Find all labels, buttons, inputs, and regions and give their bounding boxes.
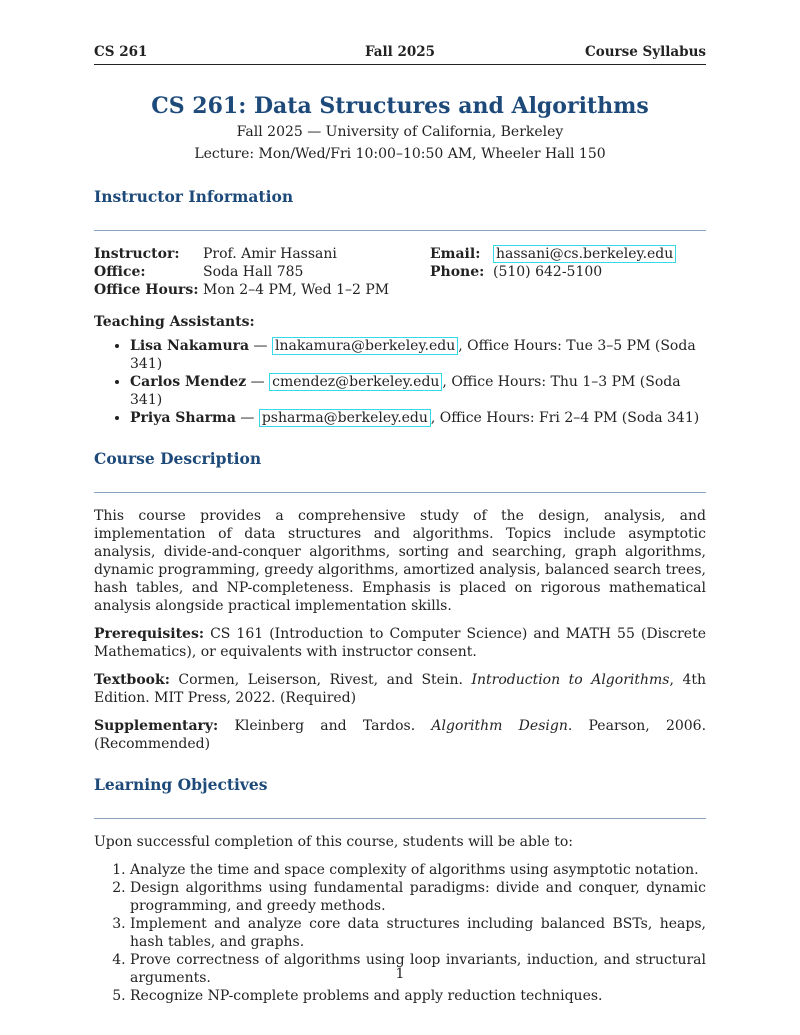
textbook-title: Introduction to Algorithms [471, 672, 670, 688]
section-divider [94, 492, 706, 493]
lecture-schedule: Lecture: Mon/Wed/Fri 10:00–10:50 AM, Wheeler Hall 150 [194, 146, 606, 162]
ta-heading: Teaching Assistants: [94, 314, 255, 330]
prerequisites-label: Prerequisites: [94, 626, 205, 642]
phone-label: Phone: [430, 264, 485, 280]
page-number: 1 [395, 966, 405, 982]
ta-email-link[interactable]: lnakamura@berkeley.edu [272, 337, 458, 355]
contact-values [493, 245, 676, 281]
office-location: Soda Hall 785 [203, 264, 304, 280]
textbook-label: Textbook: [94, 672, 170, 688]
instructor-email-link[interactable]: hassani@cs.berkeley.edu [493, 245, 676, 263]
term-institution: Fall 2025 — University of California, Berkeley [236, 124, 564, 140]
ta-name: Priya Sharma [130, 410, 236, 426]
header-course-code: CS 261 [94, 44, 148, 60]
prerequisites-paragraph [94, 625, 706, 661]
ta-separator: — [235, 410, 259, 426]
textbook-details: , 4th Edition. MIT Press, 2022. (Required) [94, 672, 707, 706]
header-term: Fall 2025 [364, 44, 436, 60]
supplementary-title: Algorithm Design [431, 718, 568, 734]
ta-name: Lisa Nakamura [130, 338, 250, 354]
list-item: 1. Analyze the time and space complexity of algorithms using asymptotic notation. [130, 861, 706, 879]
instructor-labels [94, 245, 198, 299]
list-item [130, 409, 706, 427]
office-hours-value: Mon 2–4 PM, Wed 1–2 PM [203, 282, 390, 298]
instructor-phone: (510) 642-5100 [493, 264, 603, 280]
textbook-paragraph [94, 671, 706, 707]
list-item [130, 337, 706, 373]
instructor-info-grid [94, 245, 706, 301]
section-heading-objectives: Learning Objectives [94, 775, 268, 794]
supplementary-details: . Pearson, 2006. (Recommended) [94, 718, 707, 752]
syllabus-page [94, 44, 706, 1005]
supplementary-paragraph [94, 717, 706, 753]
objectives-list [94, 861, 706, 1005]
ta-name: Carlos Mendez [130, 374, 247, 390]
list-item: 4. Prove correctness of algorithms using loop invariants, induction, and structural arguments. [130, 951, 706, 987]
ta-separator: — [246, 374, 270, 390]
header-doc-type: Course Syllabus [584, 44, 706, 60]
contact-labels [430, 245, 484, 281]
section-heading-description: Course Description [94, 449, 262, 468]
office-label: Office: [94, 264, 146, 280]
course-description-text: This course provides a comprehensive study of the design, analysis, and implementation of data structures and algorithms. Topics include asymptotic analysis, divide-and-conquer algorithms, sorting and searching, graph algorithms, dynamic programming, greedy algorithms, amortized analysis, balanced search trees, hash tables, and NP-completeness. Emphasis is placed on rigorous mathematical analysis alongside practical implementation skills. [94, 508, 706, 614]
office-hours-label: Office Hours: [94, 282, 199, 298]
list-item: 3. Implement and analyze core data structures including balanced BSTs, heaps, hash tables, and graphs. [130, 915, 706, 951]
list-item: 5. Recognize NP-complete problems and apply reduction techniques. [130, 987, 706, 1005]
objectives-intro: Upon successful completion of this course, students will be able to: [94, 834, 573, 850]
prerequisites-text: CS 161 (Introduction to Computer Science) and MATH 55 (Discrete Mathematics), or equivalents with instructor consent. [94, 626, 706, 660]
ta-office-hours: , Office Hours: Thu 1–3 PM (Soda 341) [130, 374, 681, 408]
email-label: Email: [430, 246, 481, 262]
document-title: CS 261: Data Structures and Algorithms [151, 93, 649, 119]
running-header [94, 44, 706, 65]
section-divider [94, 818, 706, 819]
instructor-name: Prof. Amir Hassani [203, 246, 337, 262]
instructor-label: Instructor: [94, 246, 180, 262]
ta-list [94, 337, 706, 427]
ta-office-hours: , Office Hours: Fri 2–4 PM (Soda 341) [430, 410, 700, 426]
ta-email-link[interactable]: psharma@berkeley.edu [259, 409, 431, 427]
section-divider [94, 230, 706, 231]
textbook-authors: Cormen, Leiserson, Rivest, and Stein. [169, 672, 472, 688]
ta-separator: — [249, 338, 272, 354]
instructor-values [203, 245, 389, 299]
supplementary-authors: Kleinberg and Tardos. [218, 718, 432, 734]
ta-email-link[interactable]: cmendez@berkeley.edu [269, 373, 442, 391]
list-item [130, 373, 706, 409]
list-item: 2. Design algorithms using fundamental paradigms: divide and conquer, dynamic programming, and greedy methods. [130, 879, 706, 915]
section-heading-instructor: Instructor Information [94, 187, 294, 206]
supplementary-label: Supplementary: [94, 718, 219, 734]
ta-office-hours: , Office Hours: Tue 3–5 PM (Soda 341) [130, 338, 696, 372]
